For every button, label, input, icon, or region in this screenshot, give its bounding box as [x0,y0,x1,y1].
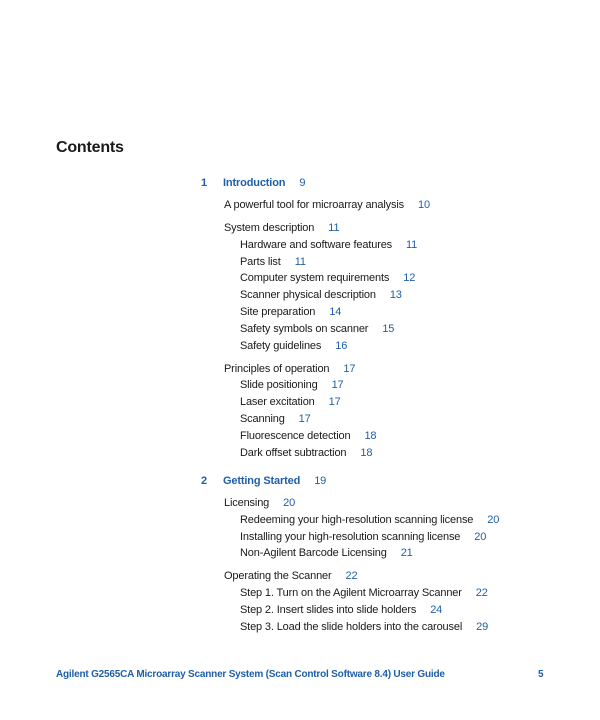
toc-entry-title: Step 3. Load the slide holders into the carousel [240,620,463,633]
toc-entry-page: 14 [329,306,342,318]
footer-page-number: 5 [538,669,544,680]
toc-entry-page: 11 [328,222,340,234]
toc-entry-page: 20 [487,513,500,526]
toc-entry-page: 15 [382,322,395,335]
toc-chapter-link[interactable] [223,474,326,488]
toc-entry-link[interactable] [224,198,430,212]
toc-chapter-link[interactable] [223,176,305,190]
toc-entry-link[interactable] [240,378,344,392]
chapter-page: 9 [299,177,306,189]
chapter-title: Introduction [223,177,286,189]
toc-entry-title: Safety guidelines [240,339,322,352]
toc-entry-page: 17 [328,396,341,409]
toc-entry-link[interactable] [224,362,355,376]
toc-entry-page: 11 [406,238,418,251]
toc-entry-page: 13 [389,289,402,302]
toc-entry-link[interactable] [240,603,442,617]
toc-entry-title: Scanning [240,413,285,425]
toc-entry-title: Dark offset subtraction [240,446,347,459]
toc-entry-page: 18 [364,429,377,442]
toc-entry-title: Parts list [240,255,281,268]
toc-entry-link[interactable] [240,546,413,560]
toc-entry-title: Fluorescence detection [240,429,351,442]
page-title: Contents [56,139,124,156]
toc-entry-page: 12 [403,272,416,285]
toc-entry-link[interactable] [240,513,499,527]
toc-entry-link[interactable] [240,429,376,443]
toc-entry-title: Safety symbols on scanner [240,322,369,335]
toc-entry-page: 29 [476,620,489,633]
toc-entry-link[interactable] [240,255,306,269]
chapter-number: 2 [201,475,208,487]
toc-entry-title: Hardware and software features [240,238,393,251]
toc-entry-link[interactable] [240,288,402,302]
toc-entry-title: Laser excitation [240,396,315,409]
toc-entry-page: 20 [283,497,296,509]
toc-entry-title: Operating the Scanner [224,570,332,583]
toc-entry-page: 18 [360,446,373,459]
toc-entry-link[interactable] [240,446,372,460]
toc-entry-title: Step 2. Insert slides into slide holders [240,604,417,616]
toc-entry-page: 17 [298,413,311,425]
toc-entry-link[interactable] [240,322,394,336]
toc-entry-link[interactable] [240,395,341,409]
toc-entry-title: Step 1. Turn on the Agilent Microarray Scanner [240,587,462,600]
toc-entry-title: Principles of operation [224,362,330,375]
toc-entry-page: 24 [430,604,443,616]
toc-entry-page: 17 [343,362,356,375]
toc-entry-page: 22 [345,570,358,583]
toc-entry-link[interactable] [224,496,295,510]
toc-entry-title: Computer system requirements [240,272,390,285]
toc-entry-title: System description [224,222,315,234]
toc-entry-link[interactable] [240,530,486,544]
toc-entry-link[interactable] [240,238,417,252]
toc-entry-page: 22 [475,587,488,600]
toc-entry-title: Scanner physical description [240,289,376,302]
footer-title: Agilent G2565CA Microarray Scanner System (Scan Control Software 8.4) User Guide [56,669,445,680]
toc-entry-title: Site preparation [240,306,316,318]
toc-entry-link[interactable] [240,412,311,426]
toc-entry-link[interactable] [224,221,339,235]
toc-entry-link[interactable] [240,339,347,353]
toc-entry-title: Redeeming your high-resolution scanning license [240,513,474,526]
toc-entry-title: Installing your high-resolution scanning license [240,530,461,543]
toc-entry-page: 10 [418,199,430,211]
chapter-page: 19 [314,475,327,487]
toc-entry-title: Slide positioning [240,379,318,392]
toc-entry-link[interactable] [240,620,488,634]
toc-entry-page: 20 [474,530,487,543]
toc-entry-title: Licensing [224,497,270,509]
toc-entry-page: 11 [294,255,306,268]
toc-entry-title: A powerful tool for microarray analysis [224,199,405,211]
toc-entry-page: 16 [335,339,348,352]
chapter-title: Getting Started [223,475,301,487]
toc-entry-link[interactable] [240,586,488,600]
toc-entry-link[interactable] [224,569,357,583]
toc-entry-page: 17 [331,379,344,392]
toc-entry-title: Non-Agilent Barcode Licensing [240,547,387,560]
toc-entry-link[interactable] [240,271,415,285]
toc-entry-link[interactable] [240,305,341,319]
toc-entry-page: 21 [400,547,413,560]
chapter-number: 1 [201,177,208,189]
